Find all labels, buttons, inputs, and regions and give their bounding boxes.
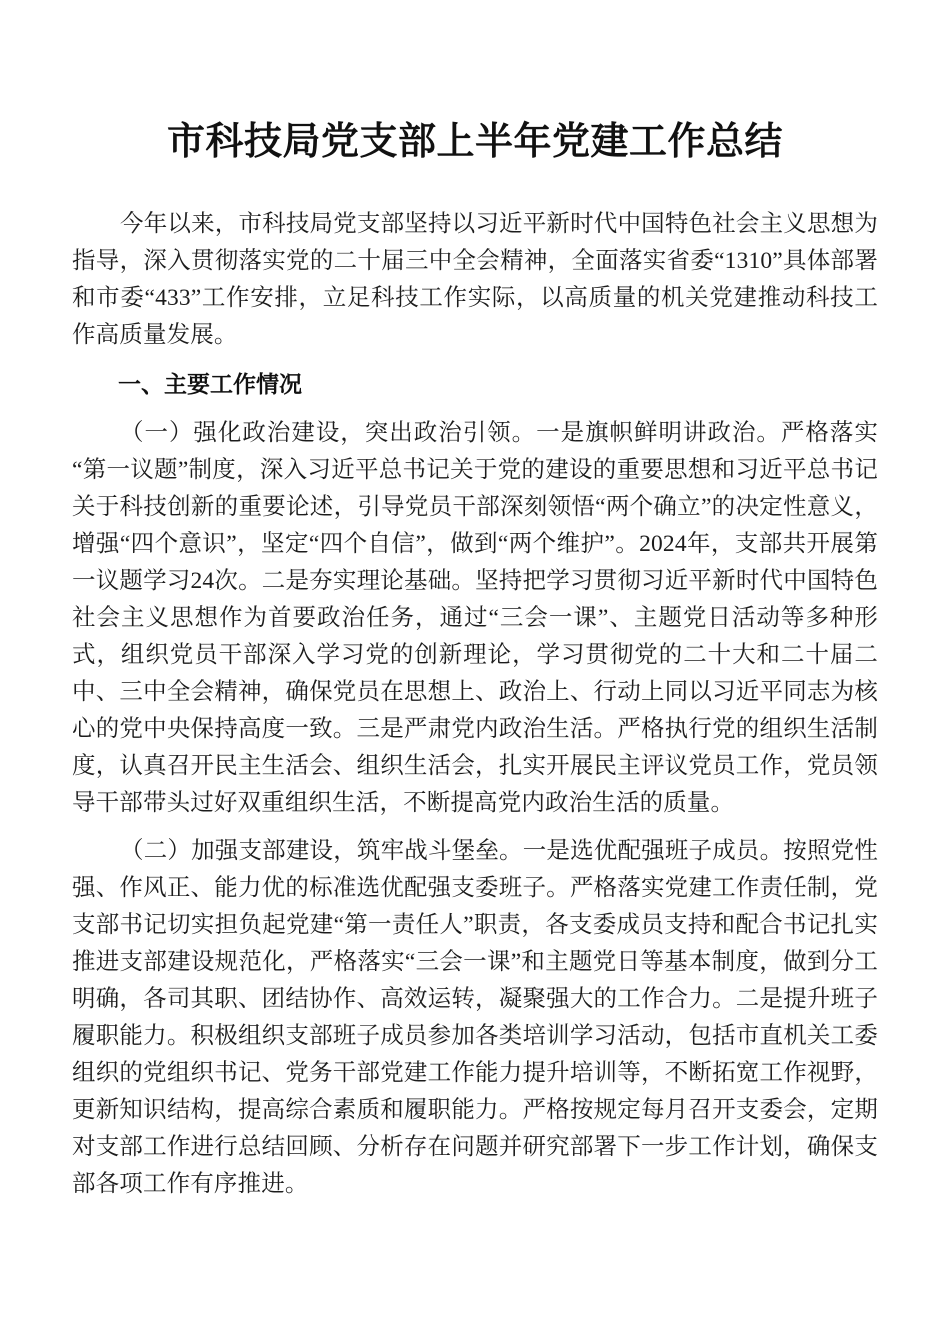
document-body [72,0,878,1214]
subsection-paragraph-1-2: （二）加强支部建设，筑牢战斗堡垒。一是选优配强班子成员。按照党性强、作风正、能力优的标准选优配强支委班子。严格落实党建工作责任制，党支部书记切实担负起党建“第一责任人”职责，各支委成员支持和配合书记扎实推进支部建设规范化，严格落实“三会一课”和主题党日等基本制度，做到分工明确，各司其职、团结协作、高效运转，凝聚强大的工作合力。二是提升班子履职能力。积极组织支部班子成员参加各类培训学习活动，包括市直机关工委组织的党组织书记、党务干部党建工作能力提升培训等，不断拓宽工作视野，更新知识结构，提高综合素质和履职能力。严格按规定每月召开支委会，定期对支部工作进行总结回顾、分析存在问题并研究部署下一步工作计划，确保支部各项工作有序推进。 [72,838,878,1197]
intro-paragraph: 今年以来，市科技局党支部坚持以习近平新时代中国特色社会主义思想为指导，深入贯彻落实党的二十届三中全会精神，全面落实省委“1310”具体部署和市委“433”工作安排，立足科技工作实际，以高质量的机关党建推动科技工作高质量发展。 [72,211,878,348]
subsection-paragraph-1-1: （一）强化政治建设，突出政治引领。一是旗帜鲜明讲政治。严格落实“第一议题”制度，深入习近平总书记关于党的建设的重要思想和习近平总书记关于科技创新的重要论述，引导党员干部深刻领悟“两个确立”的决定性意义，增强“四个意识”，坚定“四个自信”，做到“两个维护”。2024年，支部共开展第一议题学习24次。二是夯实理论基础。坚持把学习贯彻习近平新时代中国特色社会主义思想作为首要政治任务，通过“三会一课”、主题党日活动等多种形式，组织党员干部深入学习党的创新理论，学习贯彻党的二十大和二十届二中、三中全会精神，确保党员在思想上、政治上、行动上同以习近平同志为核心的党中央保持高度一致。三是严肃党内政治生活。严格执行党的组织生活制度，认真召开民主生活会、组织生活会，扎实开展民主评议党员工作，党员领导干部带头过好双重组织生活，不断提高党内政治生活的质量。 [72,420,878,816]
page-title: 市科技局党支部上半年党建工作总结 [166,119,783,163]
section-heading-1: 一、主要工作情况 [118,372,302,398]
